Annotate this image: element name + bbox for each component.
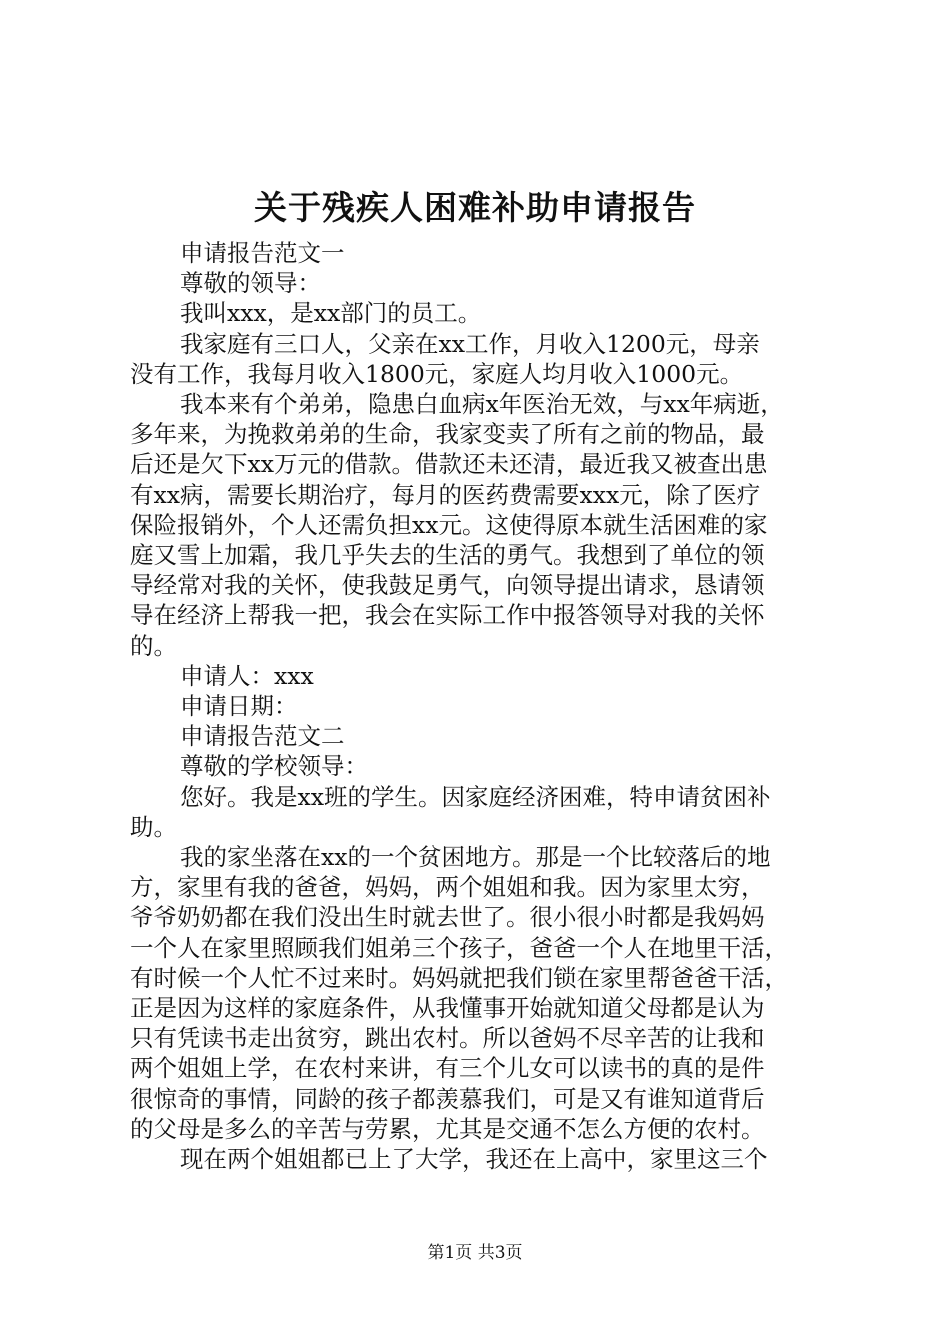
text-line: 现在两个姐姐都已上了大学，我还在上高中，家里这三个 <box>180 1145 768 1174</box>
text-line: 我家庭有三口人，父亲在xx工作，月收入1200元，母亲 <box>180 329 760 358</box>
text-line: 尊敬的领导： <box>180 269 321 298</box>
text-line: 我的家坐落在xx的一个贫困地方。那是一个比较落后的地 <box>180 843 771 872</box>
text-line: 一个人在家里照顾我们姐弟三个孩子，爸爸一个人在地里干活， <box>130 933 788 962</box>
text-line: 我叫xxx，是xx部门的员工。 <box>180 299 482 328</box>
document-title: 关于残疾人困难补助申请报告 <box>254 188 696 227</box>
text-line: 的。 <box>130 631 177 660</box>
text-line: 有时候一个人忙不过来时。妈妈就把我们锁在家里帮爸爸干活， <box>130 963 788 992</box>
text-line: 爷爷奶奶都在我们没出生时就去世了。很小很小时都是我妈妈 <box>130 903 765 932</box>
text-line: 保险报销外，个人还需负担xx元。这使得原本就生活困难的家 <box>130 510 768 539</box>
page-footer: 第1页 共3页 <box>427 1243 523 1263</box>
text-line: 方，家里有我的爸爸，妈妈，两个姐姐和我。因为家里太穷， <box>130 873 765 902</box>
text-line: 有xx病，需要长期治疗，每月的医药费需要xxx元，除了医疗 <box>130 480 761 509</box>
document-body <box>130 238 830 1174</box>
text-line: 申请日期： <box>180 692 298 721</box>
text-line: 很惊奇的事情，同龄的孩子都羡慕我们，可是又有谁知道背后 <box>130 1084 765 1113</box>
text-line: 没有工作，我每月收入1800元，家庭人均月收入1000元。 <box>130 359 744 388</box>
text-line: 您好。我是xx班的学生。因家庭经济困难，特申请贫困补 <box>180 782 771 811</box>
text-line: 只有凭读书走出贫穷，跳出农村。所以爸妈不尽辛苦的让我和 <box>130 1024 765 1053</box>
text-line: 两个姐姐上学，在农村来讲，有三个儿女可以读书的真的是件 <box>130 1054 765 1083</box>
text-line: 尊敬的学校领导： <box>180 752 368 781</box>
text-line: 我本来有个弟弟，隐患白血病x年医治无效，与xx年病逝， <box>180 390 784 419</box>
text-line: 多年来，为挽救弟弟的生命，我家变卖了所有之前的物品，最 <box>130 420 765 449</box>
text-line: 正是因为这样的家庭条件，从我懂事开始就知道父母都是认为 <box>130 994 765 1023</box>
text-line: 助。 <box>130 812 177 841</box>
text-line: 申请报告范文二 <box>180 722 345 751</box>
text-line: 导经常对我的关怀，使我鼓足勇气，向领导提出请求，恳请领 <box>130 571 765 600</box>
text-line: 申请报告范文一 <box>180 239 345 267</box>
text-line: 申请人：xxx <box>180 661 314 690</box>
text-line: 的父母是多么的辛苦与劳累，尤其是交通不怎么方便的农村。 <box>130 1114 765 1143</box>
text-line: 庭又雪上加霜，我几乎失去的生活的勇气。我想到了单位的领 <box>130 541 765 570</box>
text-line: 导在经济上帮我一把，我会在实际工作中报答领导对我的关怀 <box>130 601 765 630</box>
text-line: 后还是欠下xx万元的借款。借款还未还清，最近我又被查出患 <box>130 450 768 479</box>
